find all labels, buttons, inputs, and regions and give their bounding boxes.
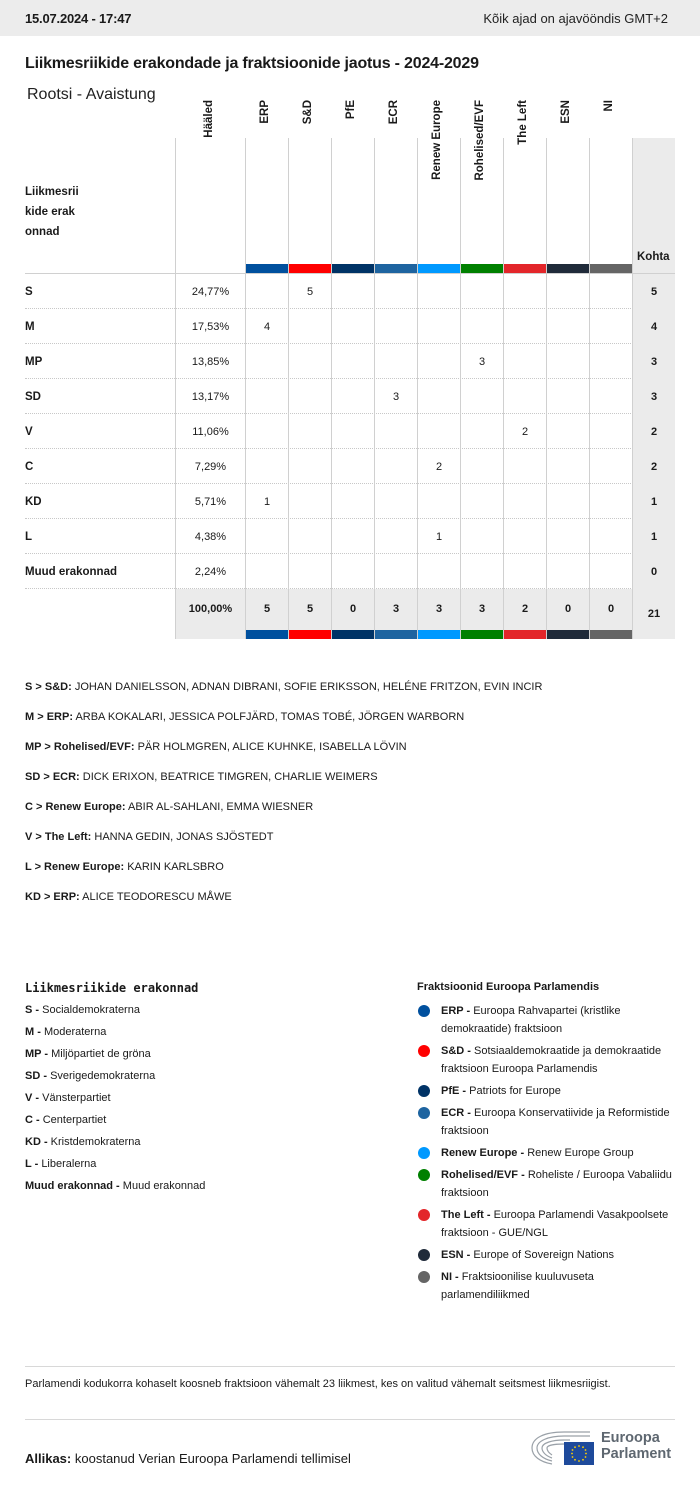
group-seats-total: [331, 589, 374, 639]
group-seat-cell: [374, 554, 417, 589]
members-list: [25, 680, 675, 920]
table-row: [25, 309, 675, 344]
party-name: Liberalerna: [41, 1158, 97, 1170]
group-color-bar: [504, 630, 546, 639]
group-seat-cell: [546, 414, 589, 449]
group-color-bar: [590, 630, 632, 639]
member-allocation-line: [25, 890, 675, 920]
allocation-key: MP > Rohelised/EVF:: [25, 741, 135, 753]
party-abbr: V: [25, 425, 33, 438]
group-header-cell: [589, 100, 632, 273]
group-seat-cell: [417, 379, 460, 414]
group-seat-cell: [546, 344, 589, 379]
group-seat-cell: [546, 379, 589, 414]
party-name: Centerpartiet: [42, 1114, 107, 1126]
group-seat-cell: [288, 309, 331, 344]
group-color-dot-icon: [418, 1005, 430, 1017]
group-seats-total: [374, 589, 417, 639]
group-seats-total-value: 0: [607, 603, 615, 615]
member-names: JOHAN DANIELSSON, ADNAN DIBRANI, SOFIE ERIKSSON, HELÉNE FRITZON, EVIN INCIR: [74, 681, 543, 693]
group-seats-total: [503, 589, 546, 639]
group-seat-cell: [589, 309, 632, 344]
group-seat-cell: [331, 449, 374, 484]
group-legend-item: [417, 1082, 675, 1100]
group-seat-cell: [589, 449, 632, 484]
group-seat-cell: [589, 554, 632, 589]
party-seats-total: 3: [632, 379, 675, 414]
member-allocation-line: [25, 860, 675, 890]
group-seat-cell: [589, 379, 632, 414]
group-header-label: ECR: [388, 100, 400, 125]
group-legend-item: [417, 1268, 675, 1304]
group-seat-cell: [503, 554, 546, 589]
table-row: [25, 519, 675, 554]
group-seat-cell: 3: [460, 344, 503, 379]
group-seats-total: [460, 589, 503, 639]
group-seat-cell: [460, 554, 503, 589]
group-seat-cell: [417, 414, 460, 449]
party-seats-total: 5: [632, 274, 675, 309]
group-color-bar: [246, 264, 288, 273]
party-abbr: MP: [25, 355, 43, 368]
member-allocation-line: [25, 680, 675, 710]
member-names: ABIR AL-SAHLANI, EMMA WIESNER: [128, 801, 314, 813]
group-color-bar: [289, 264, 331, 273]
group-seat-cell: [546, 554, 589, 589]
seat-distribution-table: [25, 100, 675, 639]
group-seat-cell: [245, 554, 288, 589]
group-seat-cell: [589, 414, 632, 449]
group-seat-cell: 4: [245, 309, 288, 344]
group-header-cell: [331, 100, 374, 273]
european-parliament-logo: [530, 1428, 680, 1468]
national-party-legend-item: [25, 1091, 365, 1113]
timezone-note: Kõik ajad on ajavööndis GMT+2: [483, 10, 668, 26]
group-seats-total-value: 5: [306, 603, 314, 615]
seats-header: Kohta: [637, 251, 670, 263]
group-seat-cell: [288, 519, 331, 554]
national-party-legend-item: [25, 1025, 365, 1047]
group-seat-cell: [331, 344, 374, 379]
group-seats-total: [546, 589, 589, 639]
group-seat-cell: [245, 449, 288, 484]
logo-line-1: Euroopa: [601, 1430, 660, 1446]
group-seat-cell: [374, 484, 417, 519]
party-abbr: S -: [25, 1004, 40, 1016]
group-seat-cell: [374, 344, 417, 379]
groups-legend: [417, 981, 675, 1308]
group-color-bar: [461, 630, 503, 639]
top-bar: [0, 0, 700, 36]
group-color-bar: [461, 264, 503, 273]
group-name: Euroopa Konservatiivide ja Reformistide fraktsioon: [441, 1107, 670, 1137]
group-seat-cell: [546, 449, 589, 484]
group-header-label: Rohelised/EVF: [474, 100, 486, 181]
page-title: Liikmesriikide erakondade ja fraktsioonide jaotus - 2024-2029: [25, 55, 479, 72]
votes-header: Hääled: [202, 100, 215, 138]
group-header-cell: [460, 100, 503, 273]
group-header-cell: [245, 100, 288, 273]
party-abbr: C: [25, 460, 34, 473]
party-abbr: S: [25, 285, 33, 298]
group-seats-total-value: 3: [478, 603, 486, 615]
group-header-label: NI: [603, 100, 615, 112]
group-header-label: PfE: [345, 100, 357, 120]
group-seat-cell: [417, 344, 460, 379]
parliament-hemicycle-icon: [530, 1428, 600, 1468]
group-legend-item: [417, 1166, 675, 1202]
table-row: [25, 344, 675, 379]
group-seat-cell: 2: [503, 414, 546, 449]
group-abbr: S&D -: [441, 1045, 471, 1057]
group-color-dot-icon: [418, 1045, 430, 1057]
group-name: Euroopa Rahvapartei (kristlike demokraatide) fraktsioon: [441, 1005, 621, 1035]
vote-share: 13,17%: [175, 379, 245, 414]
group-seat-cell: [288, 484, 331, 519]
national-party-legend-item: [25, 1069, 365, 1091]
group-header-label: Renew Europe: [431, 100, 443, 180]
group-header-cell: [417, 100, 460, 273]
allocation-key: L > Renew Europe:: [25, 861, 125, 873]
source-line: [25, 1451, 351, 1466]
logo-line-2: Parlament: [601, 1446, 672, 1462]
vote-share: 4,38%: [175, 519, 245, 554]
party-abbr: C -: [25, 1114, 40, 1126]
vote-share: 13,85%: [175, 344, 245, 379]
allocation-key: V > The Left:: [25, 831, 92, 843]
group-seat-cell: [331, 309, 374, 344]
national-parties-legend-title: Liikmesriikide erakonnad: [25, 981, 199, 995]
group-seats-total: [417, 589, 460, 639]
group-seat-cell: [546, 519, 589, 554]
party-seats-total: 4: [632, 309, 675, 344]
party-abbr: L -: [25, 1158, 39, 1170]
group-seat-cell: [503, 274, 546, 309]
group-seat-cell: 5: [288, 274, 331, 309]
group-name: Sotsiaaldemokraatide ja demokraatide fraktsioon Euroopa Parlamendis: [441, 1045, 662, 1075]
group-name: Euroopa Parlamendi Vasakpoolsete fraktsioon - GUE/NGL: [441, 1209, 669, 1239]
group-seat-cell: [331, 484, 374, 519]
group-abbr: ECR -: [441, 1107, 471, 1119]
group-abbr: NI -: [441, 1271, 459, 1283]
group-seat-cell: [245, 414, 288, 449]
member-names: PÄR HOLMGREN, ALICE KUHNKE, ISABELLA LÖVIN: [137, 741, 407, 753]
group-seat-cell: [417, 274, 460, 309]
groups-legend-title: Fraktsioonid Euroopa Parlamendis: [417, 981, 600, 993]
group-seats-total-value: 0: [349, 603, 357, 615]
national-party-legend-item: [25, 1113, 365, 1135]
source-text: koostanud Verian Euroopa Parlamendi tellimisel: [74, 1451, 351, 1466]
party-abbr: M -: [25, 1026, 41, 1038]
group-color-bar: [375, 630, 417, 639]
party-abbr: M: [25, 320, 35, 333]
group-seat-cell: [503, 309, 546, 344]
member-names: ALICE TEODORESCU MÅWE: [82, 891, 232, 903]
group-name: Renew Europe Group: [527, 1147, 634, 1159]
group-seat-cell: [245, 379, 288, 414]
group-legend-item: [417, 1246, 675, 1264]
party-abbr: Muud erakonnad: [25, 565, 118, 578]
group-seat-cell: [460, 274, 503, 309]
group-seats-total-value: 5: [263, 603, 271, 615]
party-abbr: Muud erakonnad -: [25, 1180, 120, 1192]
group-color-bar: [289, 630, 331, 639]
group-seat-cell: [503, 484, 546, 519]
table-row: [25, 379, 675, 414]
party-abbr: SD -: [25, 1070, 47, 1082]
group-seat-cell: [460, 379, 503, 414]
party-abbr: SD: [25, 390, 41, 403]
footnote: Parlamendi kodukorra kohaselt koosneb fraktsioon vähemalt 23 liikmest, kes on valitud vähemalt seitsmest liikmesriigist.: [25, 1366, 675, 1420]
group-header-label: ERP: [259, 100, 271, 124]
group-name: Roheliste / Euroopa Vabaliidu fraktsioon: [441, 1169, 672, 1199]
group-seat-cell: [288, 379, 331, 414]
table-row: [25, 274, 675, 309]
party-seats-total: 0: [632, 554, 675, 589]
votes-total: 100,00%: [175, 589, 245, 639]
allocation-key: KD > ERP:: [25, 891, 80, 903]
group-header-label: S&D: [302, 100, 314, 125]
group-color-bar: [547, 264, 589, 273]
group-seat-cell: [374, 309, 417, 344]
group-seats-total: [589, 589, 632, 639]
party-abbr: L: [25, 530, 33, 543]
group-color-dot-icon: [418, 1209, 430, 1221]
group-seat-cell: [245, 344, 288, 379]
group-seat-cell: [589, 519, 632, 554]
table-row: [25, 554, 675, 589]
member-names: DICK ERIXON, BEATRICE TIMGREN, CHARLIE WEIMERS: [82, 771, 378, 783]
party-seats-total: 1: [632, 484, 675, 519]
party-abbr: MP -: [25, 1048, 49, 1060]
party-name: Miljöpartiet de gröna: [51, 1048, 151, 1060]
party-seats-total: 1: [632, 519, 675, 554]
national-party-legend-item: [25, 1003, 365, 1025]
group-legend-item: [417, 1002, 675, 1038]
group-color-bar: [590, 264, 632, 273]
group-color-bar: [332, 630, 374, 639]
group-header-cell: [546, 100, 589, 273]
group-seat-cell: [503, 379, 546, 414]
group-seat-cell: [589, 484, 632, 519]
group-seat-cell: [503, 449, 546, 484]
party-seats-total: 2: [632, 414, 675, 449]
vote-share: 11,06%: [175, 414, 245, 449]
group-abbr: PfE -: [441, 1085, 467, 1097]
group-seat-cell: 3: [374, 379, 417, 414]
group-seat-cell: [374, 519, 417, 554]
group-seat-cell: [288, 449, 331, 484]
vote-share: 5,71%: [175, 484, 245, 519]
group-seat-cell: [245, 519, 288, 554]
group-seat-cell: [374, 414, 417, 449]
group-color-dot-icon: [418, 1169, 430, 1181]
group-header-cell: [503, 100, 546, 273]
group-color-bar: [547, 630, 589, 639]
vote-share: 2,24%: [175, 554, 245, 589]
vote-share: 7,29%: [175, 449, 245, 484]
group-color-bar: [418, 264, 460, 273]
vote-share: 24,77%: [175, 274, 245, 309]
group-seat-cell: [546, 309, 589, 344]
seats-header-cell: [632, 138, 675, 273]
group-header-cell: [288, 100, 331, 273]
group-header-label: The Left: [517, 100, 529, 145]
member-names: KARIN KARLSBRO: [127, 861, 224, 873]
group-seat-cell: [460, 484, 503, 519]
page-subtitle: Rootsi - Avaistung: [27, 86, 156, 103]
group-seats-total-value: 0: [564, 603, 572, 615]
totals-row: [25, 589, 675, 639]
group-seats-total-value: 2: [521, 603, 529, 615]
group-seat-cell: [589, 274, 632, 309]
table-header: [25, 100, 675, 274]
party-abbr: KD: [25, 495, 42, 508]
group-seat-cell: [374, 449, 417, 484]
national-party-legend-item: [25, 1135, 365, 1157]
group-seats-total: [288, 589, 331, 639]
vote-share: 17,53%: [175, 309, 245, 344]
allocation-key: M > ERP:: [25, 711, 73, 723]
group-abbr: Renew Europe -: [441, 1147, 525, 1159]
group-seat-cell: [288, 344, 331, 379]
national-party-legend-item: [25, 1179, 365, 1201]
group-color-dot-icon: [418, 1249, 430, 1261]
party-name: Moderaterna: [43, 1026, 107, 1038]
seats-grand-total: 21: [632, 589, 675, 639]
national-party-legend-item: [25, 1157, 365, 1179]
national-parties-legend: [25, 981, 365, 1201]
votes-header-cell: [175, 100, 245, 273]
group-seat-cell: 1: [417, 519, 460, 554]
member-names: HANNA GEDIN, JONAS SJÖSTEDT: [94, 831, 274, 843]
group-color-bar: [418, 630, 460, 639]
group-abbr: Rohelised/EVF -: [441, 1169, 525, 1181]
group-color-bar: [332, 264, 374, 273]
group-seat-cell: [331, 379, 374, 414]
allocation-key: C > Renew Europe:: [25, 801, 126, 813]
group-name: Patriots for Europe: [469, 1085, 561, 1097]
party-name: Sverigedemokraterna: [50, 1070, 156, 1082]
group-abbr: ERP -: [441, 1005, 471, 1017]
group-seat-cell: 2: [417, 449, 460, 484]
group-color-bar: [375, 264, 417, 273]
group-color-dot-icon: [418, 1085, 430, 1097]
group-legend-item: [417, 1144, 675, 1162]
allocation-key: SD > ECR:: [25, 771, 80, 783]
group-header-cell: [374, 100, 417, 273]
group-name: Europe of Sovereign Nations: [473, 1249, 615, 1261]
table-row: [25, 484, 675, 519]
group-color-bar: [246, 630, 288, 639]
group-legend-item: [417, 1206, 675, 1242]
party-abbr: KD -: [25, 1136, 48, 1148]
party-seats-total: 3: [632, 344, 675, 379]
member-allocation-line: [25, 800, 675, 830]
group-seats-total: [245, 589, 288, 639]
group-color-dot-icon: [418, 1147, 430, 1159]
party-name: Socialdemokraterna: [42, 1004, 140, 1016]
member-allocation-line: [25, 740, 675, 770]
group-seat-cell: [245, 274, 288, 309]
group-seat-cell: [460, 449, 503, 484]
table-body: [25, 274, 675, 589]
group-seat-cell: [331, 554, 374, 589]
group-seats-total-value: 3: [392, 603, 400, 615]
group-seat-cell: [546, 274, 589, 309]
member-allocation-line: [25, 770, 675, 800]
party-seats-total: 2: [632, 449, 675, 484]
member-names: ARBA KOKALARI, JESSICA POLFJÄRD, TOMAS TOBÉ, JÖRGEN WARBORN: [75, 711, 465, 723]
group-color-dot-icon: [418, 1107, 430, 1119]
party-header: Liikmesriikide erakonnad: [25, 186, 79, 238]
group-seat-cell: [417, 554, 460, 589]
group-header-label: ESN: [560, 100, 572, 124]
group-seat-cell: [460, 309, 503, 344]
party-name: Vänsterpartiet: [42, 1092, 111, 1104]
party-name: Muud erakonnad: [122, 1180, 206, 1192]
group-seat-cell: [288, 554, 331, 589]
group-seat-cell: [331, 414, 374, 449]
group-abbr: ESN -: [441, 1249, 471, 1261]
national-party-legend-item: [25, 1047, 365, 1069]
group-legend-item: [417, 1104, 675, 1140]
group-abbr: The Left -: [441, 1209, 491, 1221]
group-seat-cell: [331, 519, 374, 554]
group-seat-cell: [374, 274, 417, 309]
source-label: Allikas:: [25, 1451, 72, 1466]
group-color-bar: [504, 264, 546, 273]
group-seat-cell: [503, 344, 546, 379]
party-header-cell: [25, 138, 175, 273]
group-legend-item: [417, 1042, 675, 1078]
group-seat-cell: [288, 414, 331, 449]
group-seat-cell: [460, 519, 503, 554]
party-abbr: V -: [25, 1092, 40, 1104]
group-seats-total-value: 3: [435, 603, 443, 615]
group-seat-cell: 1: [245, 484, 288, 519]
group-seat-cell: [331, 274, 374, 309]
timestamp: 15.07.2024 - 17:47: [25, 10, 132, 26]
member-allocation-line: [25, 710, 675, 740]
table-row: [25, 449, 675, 484]
member-allocation-line: [25, 830, 675, 860]
group-seat-cell: [460, 414, 503, 449]
group-name: Fraktsioonilise kuuluvuseta parlamendiliikmed: [441, 1271, 594, 1301]
table-row: [25, 414, 675, 449]
group-seat-cell: [417, 309, 460, 344]
group-color-dot-icon: [418, 1271, 430, 1283]
group-seat-cell: [546, 484, 589, 519]
party-name: Kristdemokraterna: [50, 1136, 141, 1148]
group-seat-cell: [417, 484, 460, 519]
group-seat-cell: [503, 519, 546, 554]
group-seat-cell: [589, 344, 632, 379]
allocation-key: S > S&D:: [25, 681, 72, 693]
